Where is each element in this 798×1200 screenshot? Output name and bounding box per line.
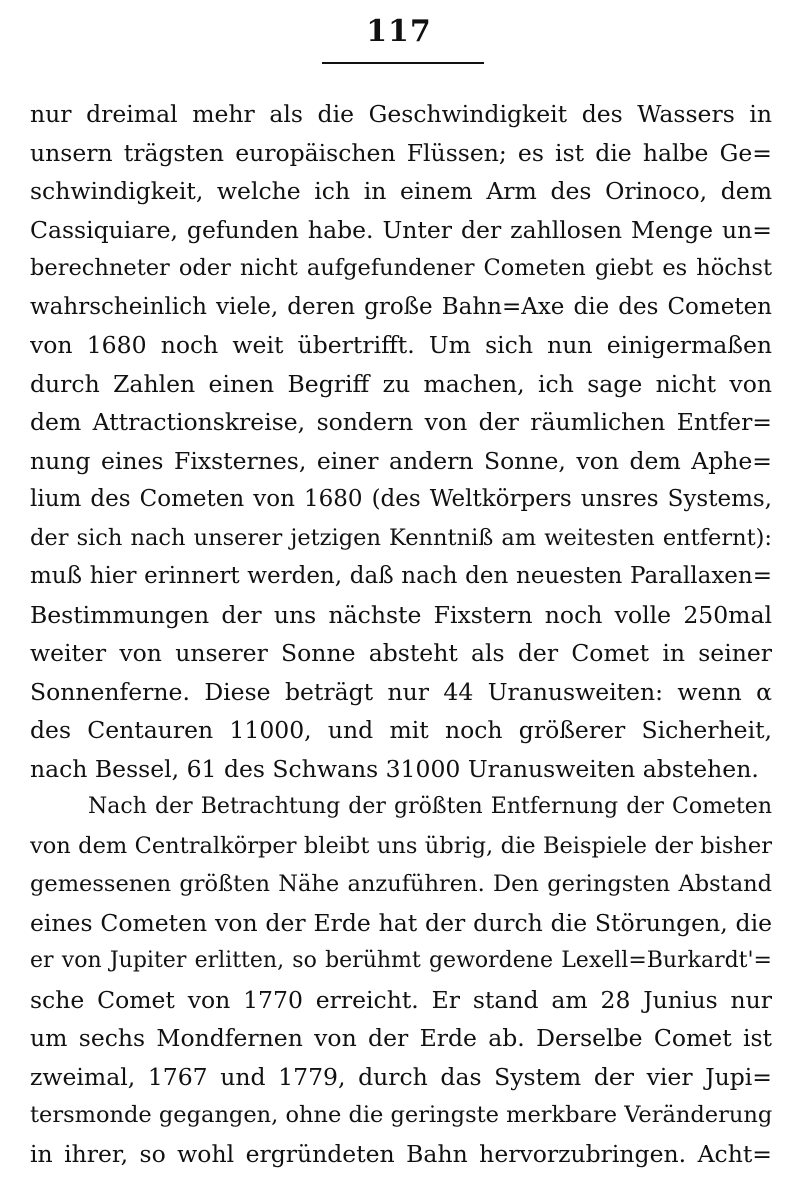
text-line: durch Zahlen einen Begriff zu machen, ich sage nicht von <box>30 369 772 398</box>
text-line: wahrscheinlich viele, deren große Bahn=Axe die des Cometen <box>30 293 772 320</box>
text-line: von dem Centralkörper bleibt uns übrig, die Beispiele der bisher <box>30 832 772 859</box>
page-number: 117 <box>366 14 432 49</box>
text-line: tersmonde gegangen, ohne die geringste merkbare Veränderung <box>30 1102 772 1128</box>
header-rule <box>322 62 484 64</box>
text-line: Sonnenferne. Diese beträgt nur 44 Uranusweiten: wenn α <box>30 677 772 706</box>
text-line: Bestimmungen der uns nächste Fixstern noch volle 250mal <box>30 600 772 629</box>
text-line: Cassiquiare, gefunden habe. Unter der zahllosen Menge un= <box>30 215 772 244</box>
text-line: dem Attractionskreise, sondern von der räumlichen Entfer= <box>30 408 772 436</box>
text-line: nur dreimal mehr als die Geschwindigkeit des Wassers in <box>30 100 772 128</box>
text-line: des Centauren 11000, und mit noch größerer Sicherheit, <box>30 716 772 744</box>
body-text <box>30 95 772 1173</box>
text-line: muß hier erinnert werden, daß nach den neuesten Parallaxen= <box>30 563 772 589</box>
text-line: eines Cometen von der Erde hat der durch die Störungen, die <box>30 908 772 937</box>
text-line: schwindigkeit, welche ich in einem Arm des Orinoco, dem <box>30 177 772 205</box>
text-line-paragraph-end: nach Bessel, 61 des Schwans 31000 Uranusweiten abstehen. <box>30 754 759 783</box>
text-line: zweimal, 1767 und 1779, durch das System der vier Jupi= <box>30 1062 772 1091</box>
text-line: gemessenen größten Nähe anzuführen. Den geringsten Abstand <box>30 871 772 897</box>
text-line: der sich nach unserer jetzigen Kenntniß am weitesten entfernt): <box>30 524 772 551</box>
text-line: unsern trägsten europäischen Flüssen; es ist die halbe Ge= <box>30 138 772 167</box>
text-line: um sechs Mondfernen von der Erde ab. Derselbe Comet ist <box>30 1024 772 1052</box>
text-line: sche Comet von 1770 erreicht. Er stand am 28 Junius nur <box>30 985 772 1014</box>
text-line: von 1680 noch weit übertrifft. Um sich nun einigermaßen <box>30 331 772 359</box>
text-line-paragraph-start: Nach der Betrachtung der größten Entfernung der Cometen <box>88 794 772 819</box>
text-line: in ihrer, so wohl ergründeten Bahn hervorzubringen. Acht= <box>30 1139 772 1168</box>
text-line: weiter von unserer Sonne absteht als der Comet in seiner <box>30 639 772 667</box>
text-line: er von Jupiter erlitten, so berühmt gewordene Lexell=Burkardt'= <box>30 948 772 973</box>
text-line: lium des Cometen von 1680 (des Weltkörpers unsres Systems, <box>30 486 772 512</box>
text-line: berechneter oder nicht aufgefundener Cometen giebt es höchst <box>30 255 772 281</box>
text-line: nung eines Fixsternes, einer andern Sonne, von dem Aphe= <box>30 446 772 475</box>
